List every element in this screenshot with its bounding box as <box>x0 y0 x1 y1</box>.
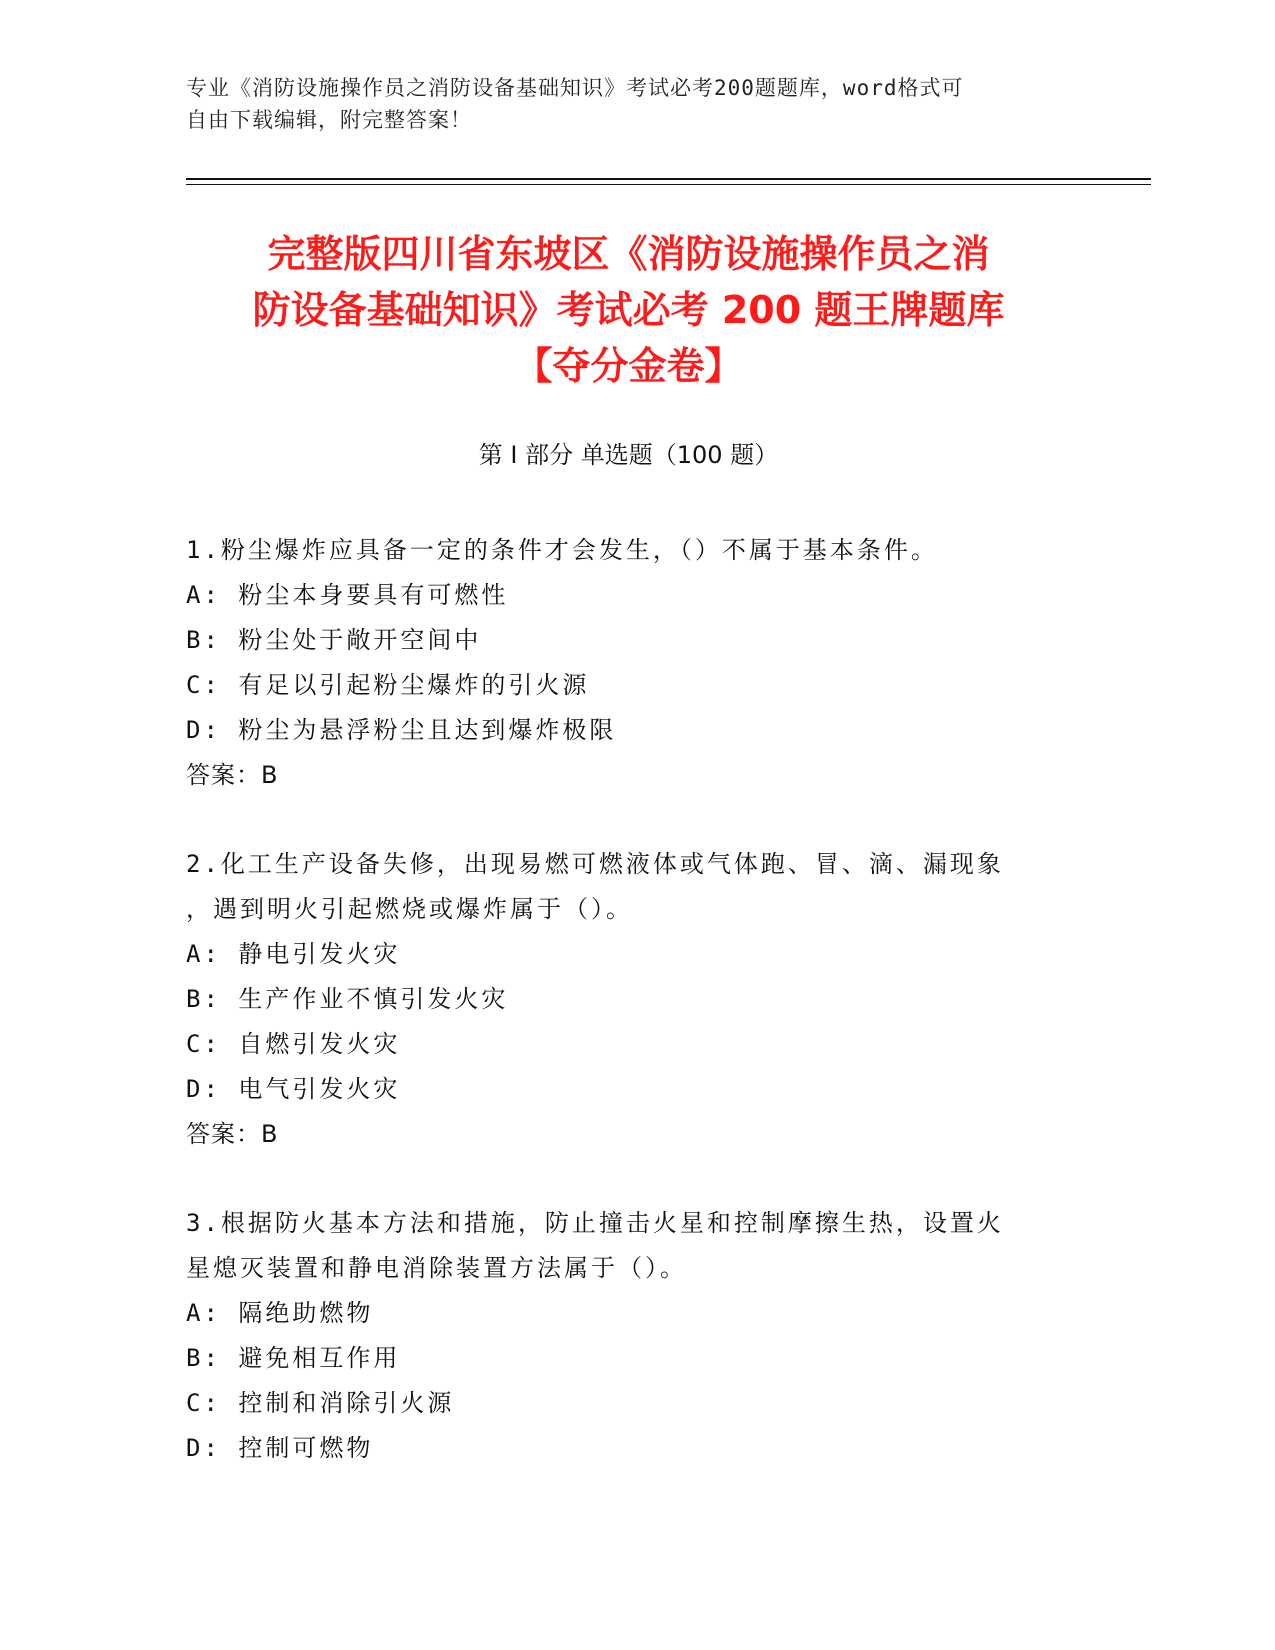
question-list <box>186 528 1066 1515</box>
option-c: C: 有足以引起粉尘爆炸的引火源 <box>186 671 590 699</box>
option-b: B: 生产作业不慎引发火灾 <box>186 985 509 1013</box>
answer-line: 答案：B <box>186 761 279 789</box>
question-3 <box>186 1201 1066 1471</box>
option-b: B: 粉尘处于敞开空间中 <box>186 626 482 654</box>
answer-line: 答案：B <box>186 1120 279 1148</box>
question-stem: 2.化工生产设备失修，出现易燃可燃液体或气体跑、冒、滴、漏现象 <box>186 850 1004 878</box>
document-title <box>186 226 1071 394</box>
header-divider-thick <box>186 178 1151 180</box>
title-line-2: 防设备基础知识》考试必考 200 题王牌题库 <box>252 288 1005 332</box>
option-a: A: 静电引发火灾 <box>186 940 401 968</box>
section-heading: 第 I 部分 单选题（100 题） <box>478 441 779 469</box>
option-d: D: 粉尘为悬浮粉尘且达到爆炸极限 <box>186 716 617 744</box>
title-line-3: 【夺分金卷】 <box>514 344 743 388</box>
question-stem-continued: 星熄灭装置和静电消除装置方法属于（）。 <box>186 1254 687 1282</box>
option-a: A: 粉尘本身要具有可燃性 <box>186 581 509 609</box>
option-b: B: 避免相互作用 <box>186 1344 401 1372</box>
question-stem-continued: ，遇到明火引起燃烧或爆炸属于（）。 <box>186 895 633 923</box>
question-stem: 1.粉尘爆炸应具备一定的条件才会发生，（）不属于基本条件。 <box>186 536 938 564</box>
header-note-line-2: 自由下载编辑，附完整答案！ <box>186 108 472 132</box>
header-divider-thin <box>186 184 1151 185</box>
header-note-line-1: 专业《消防设施操作员之消防设备基础知识》考试必考200题题库，word格式可 <box>186 76 964 100</box>
question-stem: 3.根据防火基本方法和措施，防止撞击火星和控制摩擦生热，设置火 <box>186 1209 1004 1237</box>
title-line-1: 完整版四川省东坡区《消防设施操作员之消 <box>267 232 990 276</box>
question-2 <box>186 842 1066 1157</box>
header-note <box>186 72 1066 136</box>
option-c: C: 控制和消除引火源 <box>186 1389 455 1417</box>
option-d: D: 电气引发火灾 <box>186 1075 401 1103</box>
option-c: C: 自燃引发火灾 <box>186 1030 401 1058</box>
question-1 <box>186 528 1066 798</box>
option-d: D: 控制可燃物 <box>186 1434 374 1462</box>
option-a: A: 隔绝助燃物 <box>186 1299 374 1327</box>
